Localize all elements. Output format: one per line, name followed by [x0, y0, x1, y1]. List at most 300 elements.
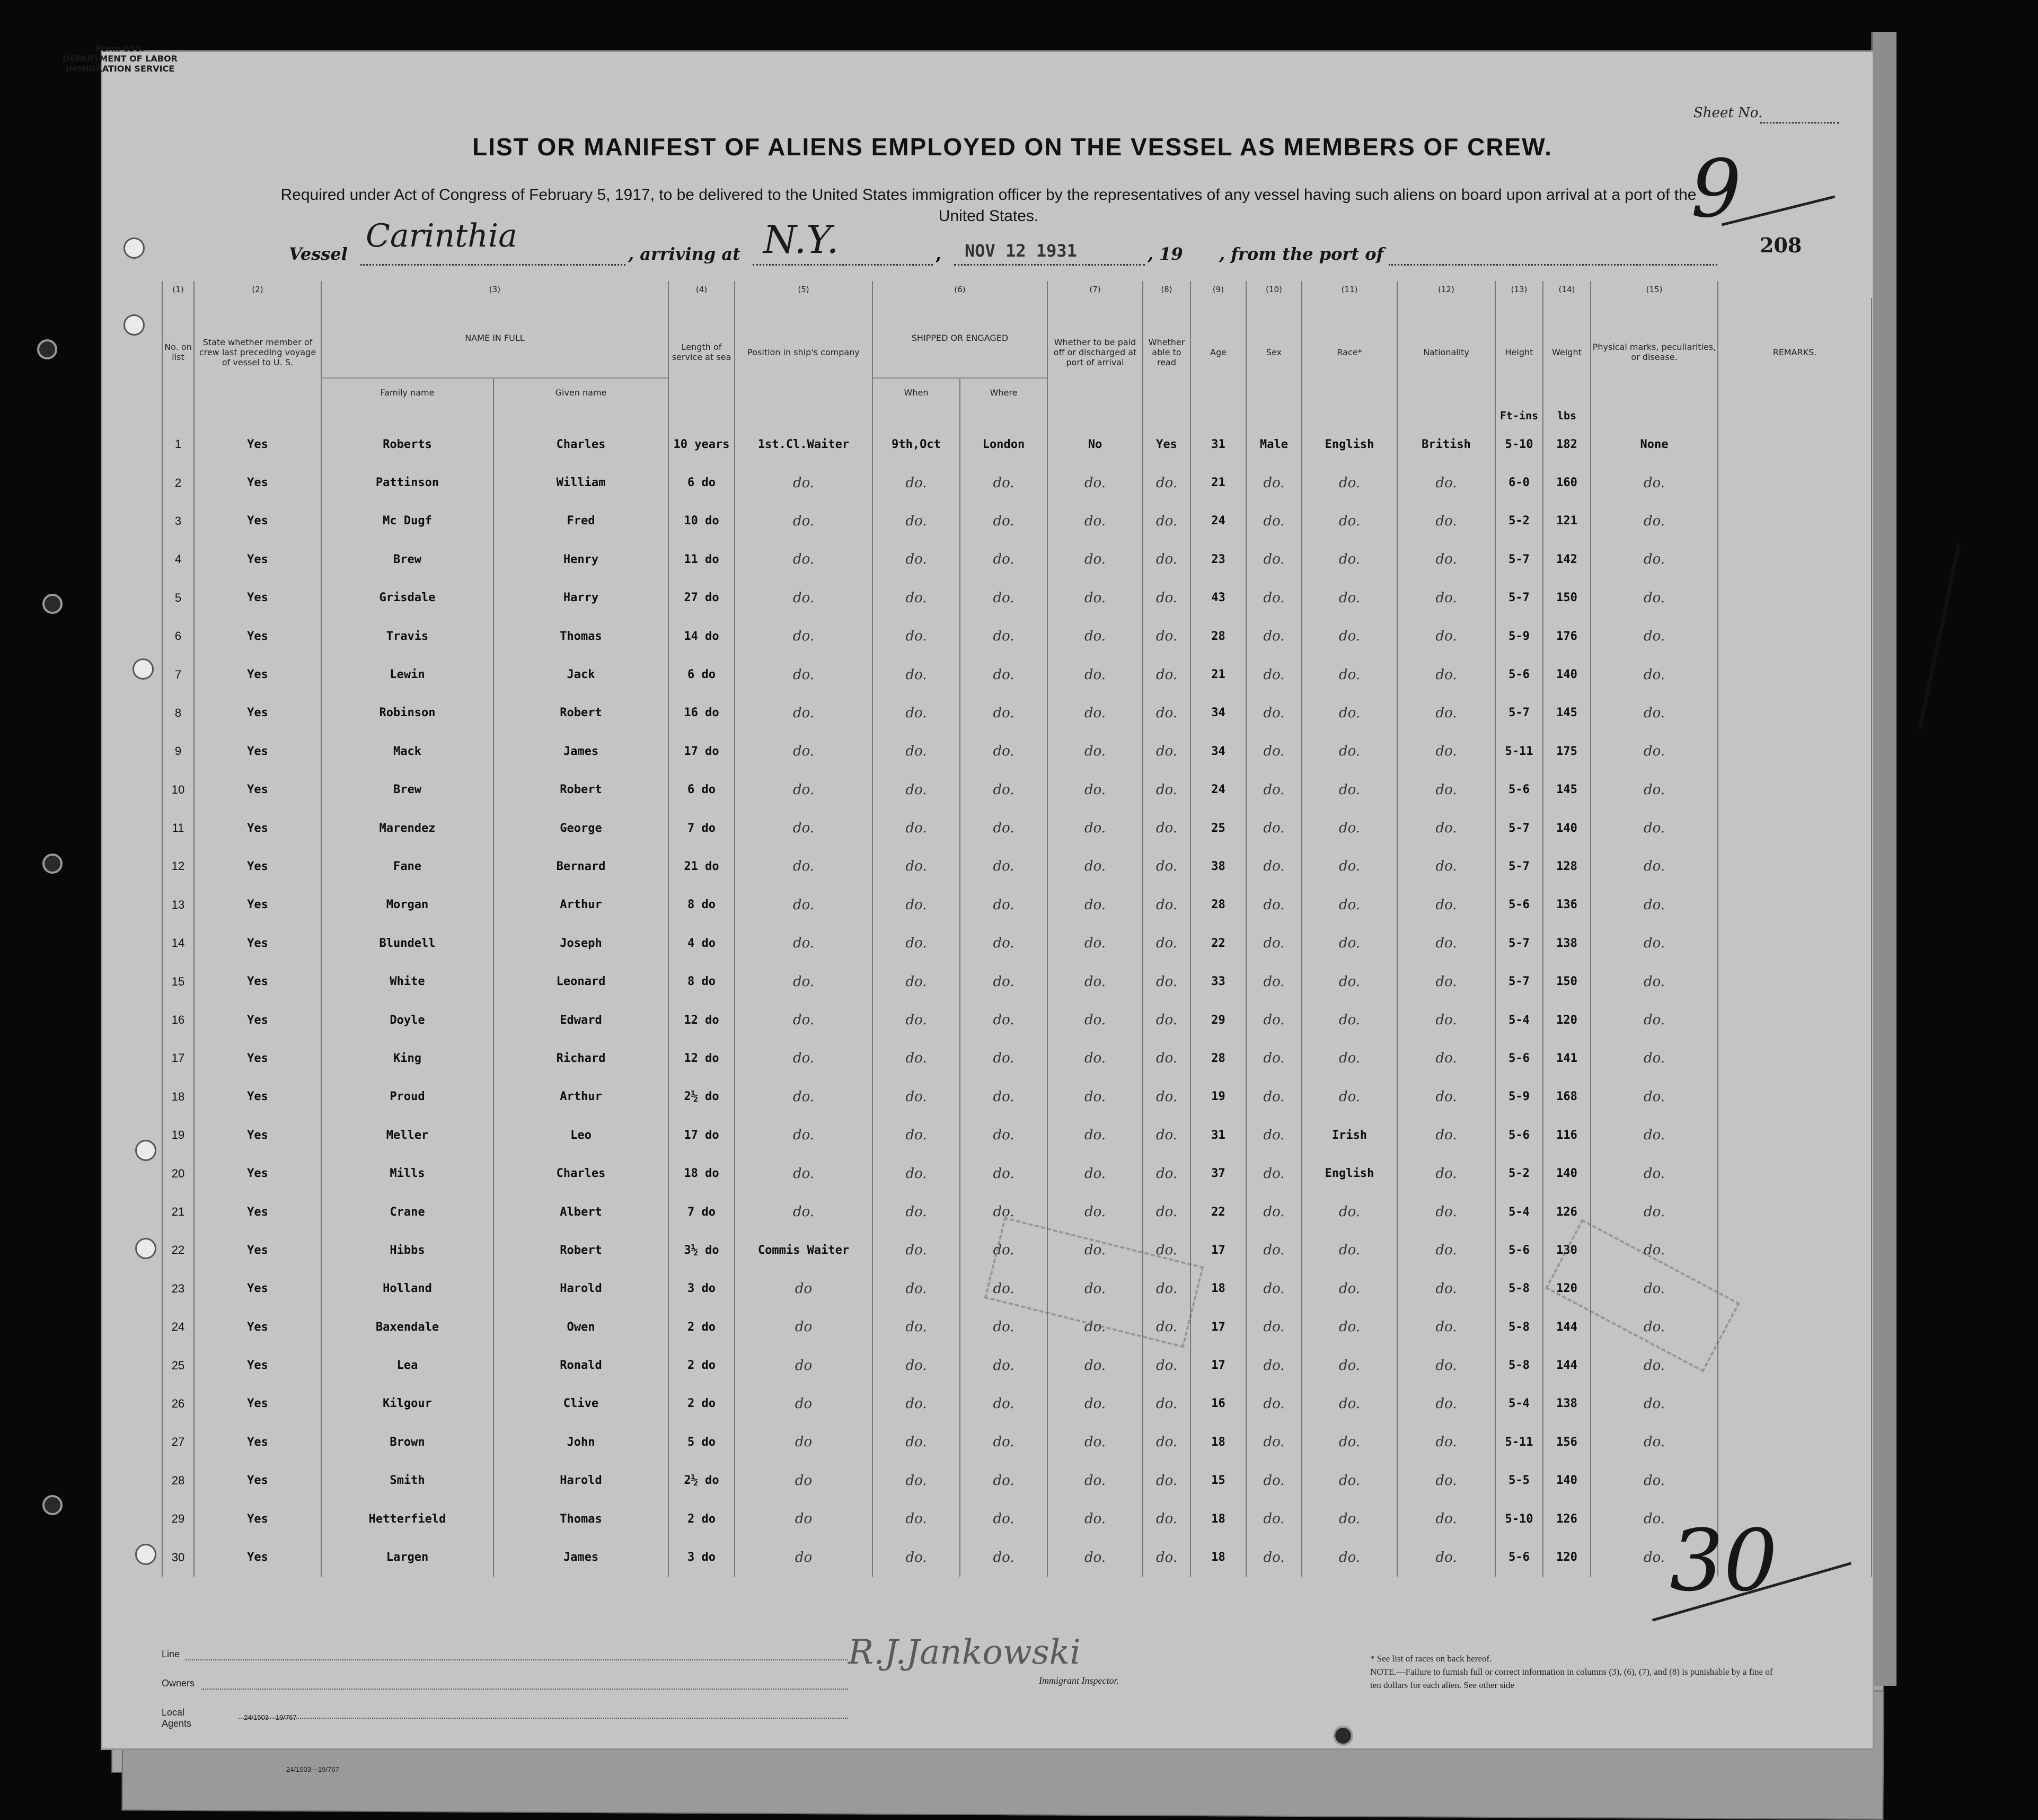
length-of-service-cell: 3 do	[668, 1538, 735, 1576]
given-name-cell: Robert	[493, 1231, 668, 1269]
age-cell: 25	[1190, 809, 1246, 847]
prior-voyage-cell: Yes	[194, 1462, 321, 1500]
nationality-cell: do.	[1397, 1039, 1495, 1077]
physical-marks-cell: do.	[1591, 1154, 1718, 1192]
given-name-cell: Charles	[493, 425, 668, 463]
given-name-cell: James	[493, 1538, 668, 1576]
shipped-when-cell: do.	[872, 1308, 960, 1346]
age-cell: 28	[1190, 886, 1246, 924]
shipped-where-cell: do.	[960, 847, 1047, 885]
row-number-cell: 27	[162, 1423, 194, 1461]
form-number: Form 630.	[96, 43, 144, 54]
crew-row	[162, 463, 1872, 502]
row-number-cell: 15	[162, 962, 194, 1000]
paid-off-cell: do.	[1047, 1001, 1143, 1039]
race-cell: do.	[1302, 1001, 1397, 1039]
row-number-cell: 24	[162, 1308, 194, 1346]
family-name-cell: Smith	[321, 1462, 493, 1500]
weight-cell: 160	[1543, 463, 1591, 502]
age-cell: 18	[1190, 1423, 1246, 1461]
row-number-cell: 21	[162, 1193, 194, 1231]
physical-marks-cell: do.	[1591, 617, 1718, 655]
weight-cell: 156	[1543, 1423, 1591, 1461]
height-cell: 5-8	[1495, 1270, 1543, 1308]
physical-marks-cell: do.	[1591, 1039, 1718, 1077]
height-cell: 5-6	[1495, 1231, 1543, 1269]
age-cell: 31	[1190, 1116, 1246, 1154]
sex-cell: do.	[1246, 771, 1302, 809]
length-of-service-cell: 6 do	[668, 463, 735, 502]
able-to-read-cell: do.	[1143, 579, 1190, 617]
nationality-cell: do.	[1397, 1078, 1495, 1116]
shipped-when-cell: do.	[872, 694, 960, 732]
column-number-row	[162, 281, 1872, 298]
position-cell: do.	[735, 1078, 872, 1116]
prior-voyage-cell: Yes	[194, 655, 321, 693]
physical-marks-cell: do.	[1591, 962, 1718, 1000]
crew-row	[162, 886, 1872, 924]
length-of-service-cell: 10 years	[668, 425, 735, 463]
arrival-date-stamp: NOV 12 1931	[965, 241, 1077, 261]
length-of-service-cell: 17 do	[668, 1116, 735, 1154]
race-cell: Irish	[1302, 1116, 1397, 1154]
sex-cell: do.	[1246, 540, 1302, 578]
position-cell: do	[735, 1385, 872, 1423]
weight-cell: 168	[1543, 1078, 1591, 1116]
header-where: Where	[960, 378, 1047, 406]
height-cell: 5-6	[1495, 1039, 1543, 1077]
given-name-cell: Thomas	[493, 617, 668, 655]
age-cell: 24	[1190, 502, 1246, 540]
header-able-to-read: Whether able to read	[1143, 298, 1190, 406]
row-number-cell: 9	[162, 732, 194, 770]
prior-voyage-cell: Yes	[194, 732, 321, 770]
position-cell: do.	[735, 771, 872, 809]
sex-cell: do.	[1246, 1116, 1302, 1154]
length-of-service-cell: 3 do	[668, 1270, 735, 1308]
crew-row	[162, 771, 1872, 809]
row-number-cell: 7	[162, 655, 194, 693]
weight-cell: 150	[1543, 579, 1591, 617]
position-cell: 1st.Cl.Waiter	[735, 425, 872, 463]
height-cell: 5-11	[1495, 1423, 1543, 1461]
height-cell: 5-8	[1495, 1308, 1543, 1346]
row-number-cell: 2	[162, 463, 194, 502]
position-cell: do.	[735, 809, 872, 847]
binder-pin	[42, 594, 63, 614]
crew-row	[162, 1001, 1872, 1039]
weight-cell: 128	[1543, 847, 1591, 885]
age-cell: 18	[1190, 1538, 1246, 1576]
race-cell: do.	[1302, 924, 1397, 962]
weight-cell: 120	[1543, 1538, 1591, 1576]
prior-voyage-cell: Yes	[194, 847, 321, 885]
physical-marks-cell: do.	[1591, 732, 1718, 770]
remarks-cell	[1718, 540, 1872, 578]
weight-cell: 141	[1543, 1039, 1591, 1077]
paid-off-cell: do.	[1047, 847, 1143, 885]
nationality-cell: do.	[1397, 809, 1495, 847]
physical-marks-cell: do.	[1591, 1462, 1718, 1500]
paid-off-cell: do.	[1047, 1231, 1143, 1269]
shipped-where-cell: do.	[960, 1001, 1047, 1039]
length-of-service-cell: 12 do	[668, 1039, 735, 1077]
header-age: Age	[1190, 298, 1246, 406]
nationality-cell: do.	[1397, 1538, 1495, 1576]
length-of-service-cell: 4 do	[668, 924, 735, 962]
shipped-when-cell: do.	[872, 579, 960, 617]
race-cell: English	[1302, 425, 1397, 463]
shipped-when-cell: do.	[872, 1462, 960, 1500]
row-number-cell: 8	[162, 694, 194, 732]
row-number-cell: 18	[162, 1078, 194, 1116]
given-name-cell: Clive	[493, 1385, 668, 1423]
paid-off-cell: do.	[1047, 1154, 1143, 1192]
crew-row	[162, 540, 1872, 578]
weight-cell: 182	[1543, 425, 1591, 463]
shipped-when-cell: do.	[872, 1423, 960, 1461]
col-number: (12)	[1397, 281, 1495, 298]
position-cell: do.	[735, 1039, 872, 1077]
remarks-cell	[1718, 1039, 1872, 1077]
able-to-read-cell: do.	[1143, 1462, 1190, 1500]
paid-off-cell: do.	[1047, 1078, 1143, 1116]
shipped-when-cell: 9th,Oct	[872, 425, 960, 463]
shipped-when-cell: do.	[872, 732, 960, 770]
race-cell: do.	[1302, 1231, 1397, 1269]
binder-hole	[135, 1544, 156, 1565]
crew-row	[162, 1500, 1872, 1538]
prior-voyage-cell: Yes	[194, 1500, 321, 1538]
remarks-cell	[1718, 502, 1872, 540]
paid-off-cell: do.	[1047, 1385, 1143, 1423]
weight-cell: 176	[1543, 617, 1591, 655]
prior-voyage-cell: Yes	[194, 540, 321, 578]
row-number-cell: 23	[162, 1270, 194, 1308]
prior-voyage-cell: Yes	[194, 1001, 321, 1039]
shipped-when-cell: do.	[872, 617, 960, 655]
remarks-cell	[1718, 886, 1872, 924]
race-cell: do.	[1302, 1078, 1397, 1116]
remarks-cell	[1718, 847, 1872, 885]
units-row	[162, 406, 1872, 425]
line-field	[186, 1658, 848, 1660]
header-state-whether: State whether member of crew last preceding voyage of vessel to U. S.	[194, 298, 321, 406]
height-cell: 5-10	[1495, 425, 1543, 463]
shipped-when-cell: do.	[872, 655, 960, 693]
weight-cell: 144	[1543, 1346, 1591, 1384]
position-cell: Commis Waiter	[735, 1231, 872, 1269]
nationality-cell: do.	[1397, 617, 1495, 655]
given-name-cell: Henry	[493, 540, 668, 578]
shipped-when-cell: do.	[872, 1116, 960, 1154]
nationality-cell: do.	[1397, 655, 1495, 693]
position-cell: do.	[735, 1154, 872, 1192]
family-name-cell: Kilgour	[321, 1385, 493, 1423]
given-name-cell: William	[493, 463, 668, 502]
shipped-where-cell: do.	[960, 1116, 1047, 1154]
nationality-cell: do.	[1397, 1270, 1495, 1308]
header-height: Height	[1495, 298, 1543, 406]
height-cell: 5-7	[1495, 962, 1543, 1000]
age-cell: 18	[1190, 1270, 1246, 1308]
prior-voyage-cell: Yes	[194, 886, 321, 924]
length-of-service-cell: 10 do	[668, 502, 735, 540]
remarks-cell	[1718, 655, 1872, 693]
length-of-service-cell: 14 do	[668, 617, 735, 655]
length-of-service-cell: 2 do	[668, 1500, 735, 1538]
crew-row	[162, 1538, 1872, 1576]
weight-cell: 116	[1543, 1116, 1591, 1154]
sex-cell: do.	[1246, 1308, 1302, 1346]
weight-cell: 145	[1543, 694, 1591, 732]
weight-cell: 130	[1543, 1231, 1591, 1269]
nationality-cell: do.	[1397, 502, 1495, 540]
race-cell: do.	[1302, 962, 1397, 1000]
height-cell: 5-2	[1495, 1154, 1543, 1192]
race-cell: English	[1302, 1154, 1397, 1192]
given-name-cell: Ronald	[493, 1346, 668, 1384]
race-cell: do.	[1302, 886, 1397, 924]
given-name-cell: Harry	[493, 579, 668, 617]
position-cell: do	[735, 1423, 872, 1461]
height-cell: 5-4	[1495, 1385, 1543, 1423]
paid-off-cell: do.	[1047, 1193, 1143, 1231]
arriving-line	[753, 263, 933, 266]
sheet-number-label: Sheet No.	[1693, 105, 1763, 121]
shipped-when-cell: do.	[872, 1039, 960, 1077]
age-cell: 19	[1190, 1078, 1246, 1116]
able-to-read-cell: do.	[1143, 1001, 1190, 1039]
race-cell: do.	[1302, 1346, 1397, 1384]
paid-off-cell: do.	[1047, 1462, 1143, 1500]
paid-off-cell: do.	[1047, 1538, 1143, 1576]
prior-voyage-cell: Yes	[194, 1308, 321, 1346]
handwritten-page-number: 9	[1691, 143, 1742, 235]
race-cell: do.	[1302, 1039, 1397, 1077]
length-of-service-cell: 17 do	[668, 732, 735, 770]
nationality-cell: British	[1397, 425, 1495, 463]
remarks-cell	[1718, 425, 1872, 463]
remarks-cell	[1718, 1423, 1872, 1461]
weight-cell: 120	[1543, 1001, 1591, 1039]
header-nationality: Nationality	[1397, 298, 1495, 406]
physical-marks-cell: do.	[1591, 694, 1718, 732]
nationality-cell: do.	[1397, 1462, 1495, 1500]
able-to-read-cell: do.	[1143, 1346, 1190, 1384]
family-name-cell: Brew	[321, 540, 493, 578]
crew-row	[162, 924, 1872, 962]
paid-off-cell: do.	[1047, 540, 1143, 578]
shipped-where-cell: do.	[960, 962, 1047, 1000]
family-name-cell: Mills	[321, 1154, 493, 1192]
remarks-cell	[1718, 579, 1872, 617]
col-number: (9)	[1190, 281, 1246, 298]
race-cell: do.	[1302, 502, 1397, 540]
race-cell: do.	[1302, 1500, 1397, 1538]
race-cell: do.	[1302, 579, 1397, 617]
height-cell: 5-11	[1495, 732, 1543, 770]
shipped-where-cell: do.	[960, 463, 1047, 502]
shipped-where-cell: do.	[960, 655, 1047, 693]
vessel-label: Vessel	[289, 244, 348, 264]
family-name-cell: Mack	[321, 732, 493, 770]
weight-cell: 138	[1543, 924, 1591, 962]
header-physical-marks: Physical marks, peculiarities, or disease.	[1591, 298, 1718, 406]
weight-cell: 138	[1543, 1385, 1591, 1423]
physical-marks-cell: do.	[1591, 502, 1718, 540]
race-cell: do.	[1302, 1462, 1397, 1500]
weight-cell: 145	[1543, 771, 1591, 809]
physical-marks-cell: do.	[1591, 1116, 1718, 1154]
nationality-cell: do.	[1397, 1346, 1495, 1384]
age-cell: 37	[1190, 1154, 1246, 1192]
col-number: (1)	[162, 281, 194, 298]
crew-row	[162, 732, 1872, 770]
remarks-cell	[1718, 463, 1872, 502]
sex-cell: do.	[1246, 694, 1302, 732]
family-name-cell: Lea	[321, 1346, 493, 1384]
shipped-where-cell: do.	[960, 1462, 1047, 1500]
remarks-cell	[1718, 962, 1872, 1000]
paid-off-cell: do.	[1047, 694, 1143, 732]
sex-cell: do.	[1246, 1078, 1302, 1116]
binder-pin	[42, 1495, 63, 1515]
from-port-label: , from the port of	[1219, 244, 1384, 264]
prior-voyage-cell: Yes	[194, 924, 321, 962]
race-cell: do.	[1302, 809, 1397, 847]
header-given-name: Given name	[493, 378, 668, 406]
shipped-when-cell: do.	[872, 1270, 960, 1308]
nationality-cell: do.	[1397, 1154, 1495, 1192]
position-cell: do.	[735, 540, 872, 578]
header-shipped-or-engaged: SHIPPED OR ENGAGED	[872, 298, 1047, 378]
age-cell: 22	[1190, 924, 1246, 962]
able-to-read-cell: do.	[1143, 886, 1190, 924]
page-title: LIST OR MANIFEST OF ALIENS EMPLOYED ON THE VESSEL AS MEMBERS OF CREW.	[472, 133, 1552, 161]
height-cell: 5-8	[1495, 1346, 1543, 1384]
shipped-where-cell: do.	[960, 1270, 1047, 1308]
nationality-cell: do.	[1397, 463, 1495, 502]
crew-row	[162, 1116, 1872, 1154]
department-label: DEPARTMENT OF LABOR	[63, 54, 178, 64]
able-to-read-cell: do.	[1143, 1116, 1190, 1154]
sex-cell: do.	[1246, 617, 1302, 655]
sex-cell: do.	[1246, 1423, 1302, 1461]
able-to-read-cell: do.	[1143, 809, 1190, 847]
length-of-service-cell: 8 do	[668, 886, 735, 924]
paid-off-cell: do.	[1047, 962, 1143, 1000]
prior-voyage-cell: Yes	[194, 1423, 321, 1461]
crew-row	[162, 1346, 1872, 1384]
form-reference-lower: 24/1503—19/767	[286, 1765, 339, 1773]
age-cell: 31	[1190, 425, 1246, 463]
row-number-cell: 25	[162, 1346, 194, 1384]
remarks-cell	[1718, 771, 1872, 809]
remarks-cell	[1718, 1308, 1872, 1346]
age-cell: 17	[1190, 1308, 1246, 1346]
remarks-cell	[1718, 1270, 1872, 1308]
given-name-cell: Thomas	[493, 1500, 668, 1538]
given-name-cell: Leonard	[493, 962, 668, 1000]
position-cell: do.	[735, 1193, 872, 1231]
age-cell: 28	[1190, 1039, 1246, 1077]
paid-off-cell: do.	[1047, 1500, 1143, 1538]
binder-hole	[135, 1238, 156, 1259]
weight-cell: 126	[1543, 1500, 1591, 1538]
able-to-read-cell: do.	[1143, 1500, 1190, 1538]
nationality-cell: do.	[1397, 1001, 1495, 1039]
margin-pen-stroke	[1918, 542, 1962, 730]
binder-hole	[135, 1140, 156, 1161]
weight-cell: 140	[1543, 809, 1591, 847]
age-cell: 15	[1190, 1462, 1246, 1500]
position-cell: do.	[735, 962, 872, 1000]
crew-row	[162, 617, 1872, 655]
remarks-cell	[1718, 694, 1872, 732]
sex-cell: Male	[1246, 425, 1302, 463]
weight-cell: 136	[1543, 886, 1591, 924]
given-name-cell: Leo	[493, 1116, 668, 1154]
paid-off-cell: do.	[1047, 655, 1143, 693]
line-label: Line	[162, 1649, 180, 1659]
nationality-cell: do.	[1397, 1423, 1495, 1461]
length-of-service-cell: 6 do	[668, 771, 735, 809]
sex-cell: do.	[1246, 886, 1302, 924]
race-cell: do.	[1302, 1423, 1397, 1461]
position-cell: do	[735, 1538, 872, 1576]
paid-off-cell: do.	[1047, 1308, 1143, 1346]
given-name-cell: Arthur	[493, 1078, 668, 1116]
position-cell: do.	[735, 502, 872, 540]
prior-voyage-cell: Yes	[194, 617, 321, 655]
age-cell: 17	[1190, 1346, 1246, 1384]
remarks-cell	[1718, 809, 1872, 847]
height-cell: 5-10	[1495, 1500, 1543, 1538]
shipped-where-cell: do.	[960, 1231, 1047, 1269]
prior-voyage-cell: Yes	[194, 1116, 321, 1154]
given-name-cell: Arthur	[493, 886, 668, 924]
physical-marks-cell: do.	[1591, 1385, 1718, 1423]
paid-off-cell: do.	[1047, 809, 1143, 847]
binder-pin	[1333, 1726, 1353, 1746]
remarks-cell	[1718, 924, 1872, 962]
shipped-where-cell: do.	[960, 502, 1047, 540]
crew-row	[162, 579, 1872, 617]
position-cell: do	[735, 1346, 872, 1384]
able-to-read-cell: do.	[1143, 617, 1190, 655]
sex-cell: do.	[1246, 847, 1302, 885]
owners-field	[201, 1687, 848, 1690]
height-cell: 5-7	[1495, 579, 1543, 617]
paid-off-cell: do.	[1047, 1039, 1143, 1077]
sex-cell: do.	[1246, 502, 1302, 540]
arriving-label: , arriving at	[628, 244, 740, 264]
shipped-where-cell: do.	[960, 617, 1047, 655]
form-reference: 24/1503—19/767	[244, 1713, 297, 1721]
shipped-where-cell: do.	[960, 1385, 1047, 1423]
position-cell: do.	[735, 732, 872, 770]
page-subtitle: Required under Act of Congress of February 5, 1917, to be delivered to the United States immigration officer by the representatives of any vessel having such aliens on board upon arrival at a port of the United States.	[280, 186, 1697, 225]
able-to-read-cell: do.	[1143, 1308, 1190, 1346]
nationality-cell: do.	[1397, 579, 1495, 617]
inspector-label: Immigrant Inspector.	[1039, 1675, 1119, 1686]
able-to-read-cell: do.	[1143, 1270, 1190, 1308]
header-paid-off: Whether to be paid off or discharged at port of arrival	[1047, 298, 1143, 406]
nationality-cell: do.	[1397, 732, 1495, 770]
shipped-where-cell: do.	[960, 1039, 1047, 1077]
given-name-cell: Charles	[493, 1154, 668, 1192]
